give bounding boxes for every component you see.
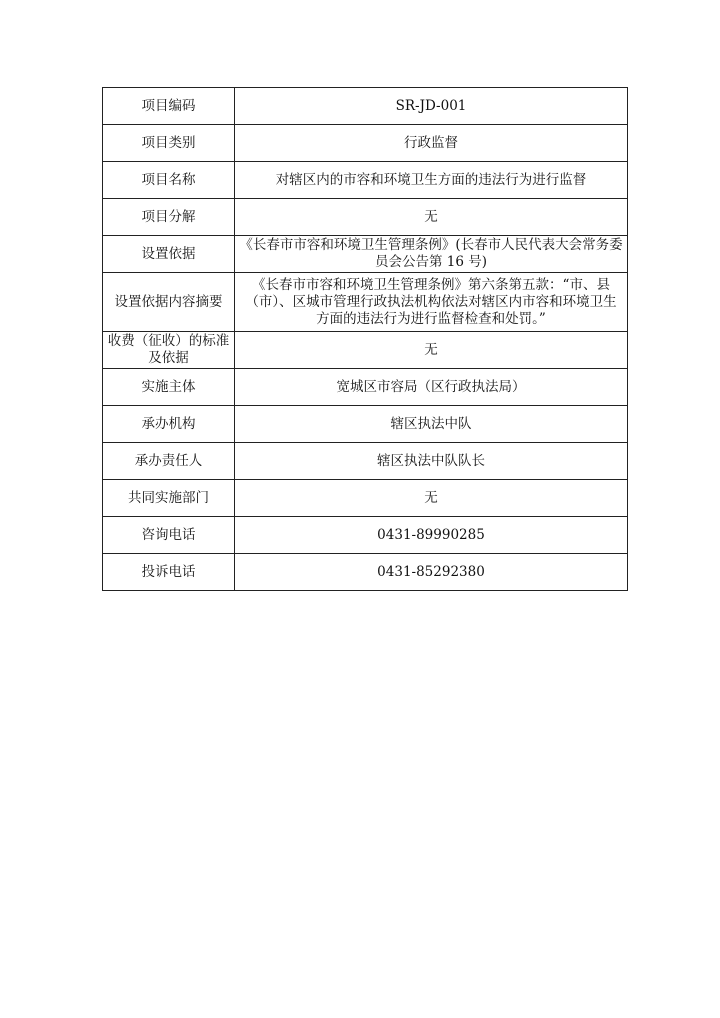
value-joint-departments: 无 [235,480,628,517]
value-implementing-body: 宽城区市容局（区行政执法局） [235,369,628,406]
value-fee-standard: 无 [235,332,628,369]
value-basis-summary: 《长春市市容和环境卫生管理条例》第六条第五款：“市、县（市）、区城市管理行政执法机构依法对辖区内市容和环境卫生方面的违法行为进行监督检查和处罚。” [235,273,628,332]
table-row-legal-basis [103,236,628,273]
label-fee-standard: 收费（征收）的标准及依据 [103,332,235,369]
label-project-name: 项目名称 [103,162,235,199]
label-project-category: 项目类别 [103,125,235,162]
table-row-implementing-body [103,369,628,406]
label-joint-departments: 共同实施部门 [103,480,235,517]
value-project-code: SR-JD-001 [235,88,628,125]
table-row-joint-departments [103,480,628,517]
table-row-complaint-phone [103,554,628,591]
table-row-project-category [103,125,628,162]
label-handling-agency: 承办机构 [103,406,235,443]
table-row-project-breakdown [103,199,628,236]
value-inquiry-phone: 0431-89990285 [235,517,628,554]
value-handling-agency: 辖区执法中队 [235,406,628,443]
table-row-inquiry-phone [103,517,628,554]
table-row-project-name [103,162,628,199]
label-basis-summary: 设置依据内容摘要 [103,273,235,332]
table-row-fee-standard [103,332,628,369]
label-project-code: 项目编码 [103,88,235,125]
table-row-handling-agency [103,406,628,443]
table-row-project-code [103,88,628,125]
label-project-breakdown: 项目分解 [103,199,235,236]
label-implementing-body: 实施主体 [103,369,235,406]
label-responsible-person: 承办责任人 [103,443,235,480]
value-project-breakdown: 无 [235,199,628,236]
value-project-category: 行政监督 [235,125,628,162]
value-legal-basis: 《长春市市容和环境卫生管理条例》(长春市人民代表大会常务委员会公告第 16 号) [235,236,628,273]
value-project-name: 对辖区内的市容和环境卫生方面的违法行为进行监督 [235,162,628,199]
value-responsible-person: 辖区执法中队队长 [235,443,628,480]
project-info-table [102,87,628,591]
label-inquiry-phone: 咨询电话 [103,517,235,554]
label-legal-basis: 设置依据 [103,236,235,273]
table-row-responsible-person [103,443,628,480]
label-complaint-phone: 投诉电话 [103,554,235,591]
value-complaint-phone: 0431-85292380 [235,554,628,591]
table-row-basis-summary [103,273,628,332]
